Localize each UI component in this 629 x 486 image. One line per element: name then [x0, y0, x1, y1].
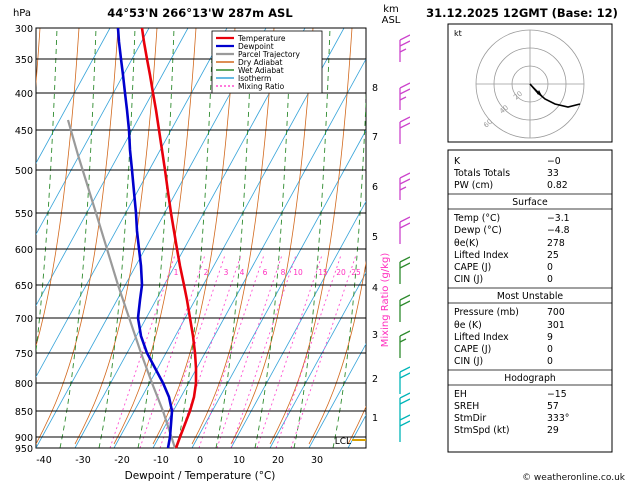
x-tick: 10	[232, 455, 246, 466]
legend-label: Isotherm	[238, 74, 272, 83]
lcl-label: LCL	[334, 437, 351, 447]
mixing-ratio-label: 1	[173, 268, 179, 277]
section-title-surface: Surface	[512, 197, 548, 208]
pressure-tick: 450	[14, 126, 33, 137]
right-panel	[410, 0, 629, 486]
index-value: 333°	[547, 413, 570, 424]
index-value: 0	[547, 262, 553, 273]
legend-label: Dewpoint	[238, 42, 274, 51]
index-value: 33	[547, 168, 559, 179]
index-label: θe (K)	[454, 320, 482, 331]
pressure-tick: 600	[14, 245, 33, 256]
index-value: −0	[547, 156, 561, 167]
wind-barb	[400, 331, 410, 358]
wind-barb	[400, 35, 410, 62]
index-value: 0.82	[547, 180, 568, 191]
height-tick: 1	[372, 413, 379, 424]
index-label: Totals Totals	[454, 168, 511, 179]
x-tick: 20	[271, 455, 285, 466]
pressure-tick: 350	[14, 55, 33, 66]
mixing-ratio-label: 15	[318, 268, 328, 277]
height-tick: 3	[372, 330, 379, 341]
index-label: CAPE (J)	[454, 262, 492, 273]
index-label: CAPE (J)	[454, 344, 492, 355]
pressure-tick: 950	[14, 444, 33, 455]
legend-label: Dry Adiabat	[238, 58, 283, 67]
mixing-ratio-label: 6	[262, 268, 268, 277]
index-label: Dewp (°C)	[454, 225, 502, 236]
mixing-ratio-label: 10	[293, 268, 303, 277]
index-label: PW (cm)	[454, 180, 494, 191]
index-value: 57	[547, 401, 559, 412]
mixing-ratio-label: 3	[223, 268, 229, 277]
x-tick-labels	[36, 455, 323, 466]
datetime-header: 31.12.2025 12GMT (Base: 12)	[426, 6, 618, 20]
legend-label: Mixing Ratio	[238, 82, 285, 91]
x-tick: -10	[153, 455, 169, 466]
pressure-tick: 800	[14, 379, 33, 390]
wind-barb	[400, 257, 410, 284]
height-tick: 7	[372, 132, 379, 143]
mixing-ratio-label: 20	[336, 268, 346, 277]
index-label: StmDir	[454, 413, 487, 424]
index-value: 29	[547, 425, 559, 436]
legend-label: Wet Adiabat	[238, 66, 284, 75]
wind-barb	[400, 367, 410, 394]
section-title-hodograph: Hodograph	[504, 373, 556, 384]
index-value: 9	[547, 332, 553, 343]
pressure-tick: 750	[14, 349, 33, 360]
mixing-ratio-label: 4	[239, 268, 245, 277]
height-tick: 6	[372, 182, 379, 193]
index-label: Pressure (mb)	[454, 307, 519, 318]
section-title-most-unstable: Most Unstable	[496, 291, 564, 302]
pressure-tick: 650	[14, 281, 33, 292]
legend-label: Parcel Trajectory	[238, 50, 300, 59]
wind-barb	[400, 117, 410, 144]
wind-barb	[400, 83, 410, 110]
station-title: 44°53'N 266°13'W 287m ASL	[107, 6, 293, 20]
height-tick: 5	[372, 232, 379, 243]
x-tick: 30	[310, 455, 324, 466]
pressure-tick: 550	[14, 209, 33, 220]
height-tick: 4	[372, 283, 379, 294]
km-label: km	[383, 4, 399, 15]
index-value: 278	[547, 238, 565, 249]
wind-barb	[400, 173, 410, 200]
x-tick: -20	[114, 455, 130, 466]
pressure-tick-labels	[15, 24, 33, 455]
wind-barb	[400, 295, 410, 322]
hodograph-ring-label: 60	[482, 117, 495, 130]
x-tick: -30	[75, 455, 91, 466]
asl-label: ASL	[381, 15, 401, 26]
x-tick: -40	[36, 455, 52, 466]
index-label: Temp (°C)	[454, 213, 501, 224]
index-value: 0	[547, 356, 553, 367]
pressure-tick: 700	[14, 314, 33, 325]
index-label: CIN (J)	[454, 274, 484, 285]
index-value: 0	[547, 274, 553, 285]
index-label: θe(K)	[454, 238, 479, 249]
mixing-ratio-label: 25	[351, 268, 361, 277]
hpa-label: hPa	[12, 8, 32, 19]
height-tick: 2	[372, 374, 379, 385]
index-label: K	[454, 156, 461, 167]
legend	[212, 31, 322, 93]
pressure-tick: 400	[14, 89, 33, 100]
index-label: StmSpd (kt)	[454, 425, 510, 436]
index-value: 25	[547, 250, 559, 261]
mixing-ratio-axis-label: Mixing Ratio (g/kg)	[380, 252, 391, 348]
pressure-tick: 500	[14, 166, 33, 177]
height-tick: 8	[372, 83, 379, 94]
index-label: SREH	[454, 401, 480, 412]
wind-barb	[400, 415, 410, 442]
index-value: 0	[547, 344, 553, 355]
index-value: −3.1	[547, 213, 570, 224]
pressure-tick: 850	[14, 407, 33, 418]
hodograph-ring-label: 40	[498, 103, 511, 116]
pressure-tick: 300	[14, 24, 33, 35]
legend-label: Temperature	[238, 34, 286, 43]
mixing-ratio-label: 8	[280, 268, 286, 277]
hodograph-unit-label: kt	[454, 29, 462, 38]
index-label: Lifted Index	[454, 332, 509, 343]
index-label: Lifted Index	[454, 250, 509, 261]
height-tick-labels	[372, 83, 378, 424]
mixing-ratio-label: 2	[203, 268, 209, 277]
index-value: 700	[547, 307, 565, 318]
pressure-tick: 900	[14, 433, 33, 444]
x-axis-label: Dewpoint / Temperature (°C)	[124, 470, 276, 482]
index-label: EH	[454, 389, 467, 400]
index-value: −4.8	[547, 225, 570, 236]
right-panel-svg	[410, 0, 629, 486]
index-label: CIN (J)	[454, 356, 484, 367]
index-value: 301	[547, 320, 565, 331]
credit-text: © weatheronline.co.uk	[522, 473, 625, 483]
index-value: −15	[547, 389, 567, 400]
x-tick: 0	[196, 455, 204, 466]
wind-barb-column	[400, 35, 410, 442]
wind-barb	[400, 217, 410, 244]
hodograph-ring-label: 20	[512, 89, 525, 102]
